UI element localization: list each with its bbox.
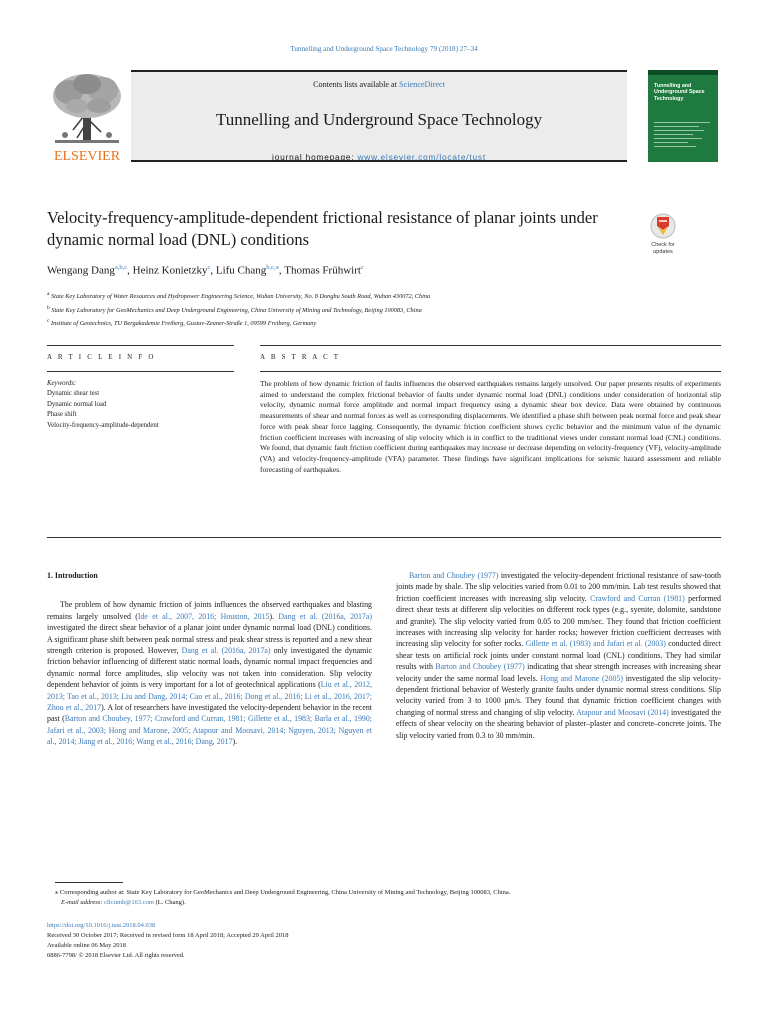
citation-link[interactable]: Barton and Choubey (1977) xyxy=(435,662,525,672)
publication-info xyxy=(47,921,447,961)
paragraph-text: ). xyxy=(269,611,279,621)
cover-text-lines xyxy=(654,122,710,150)
paragraph-text: indicating that shear strength increases with increasing shear velocity under the same normal load levels. xyxy=(396,662,721,683)
crossmark-label-1: Check for xyxy=(651,242,675,248)
affiliation-text: State Key Laboratory of Water Resources and Hydropower Engineering Science, Wuhan University, No. 8 Donghu South Road, Wuhan 430072, China xyxy=(51,293,431,301)
crossmark-icon xyxy=(646,211,680,259)
doi-link[interactable]: https://doi.org/10.1016/j.tust.2018.04.038 xyxy=(47,922,156,929)
keywords-block xyxy=(47,379,227,431)
elsevier-tree-icon xyxy=(47,70,127,162)
copyright: 0886-7798/ © 2018 Elsevier Ltd. All rights reserved. xyxy=(47,952,185,959)
affiliation-key: c xyxy=(47,318,50,325)
keyword: Phase shift xyxy=(47,411,77,419)
contents-prefix: Contents lists available at xyxy=(313,80,400,89)
intro-paragraph-1 xyxy=(47,599,372,747)
elsevier-logo[interactable] xyxy=(47,70,127,162)
paragraph-text: investigated the velocity-dependent frictional resistance of saw-tooth joints made by shale. The slip velocities varied from 0.01 to 200 mm/min. Lab test results showed that friction coefficient increases with increasing slip velocity. xyxy=(396,571,721,603)
citation-link[interactable]: Crawford and Curran (1981) xyxy=(590,593,685,603)
email-link[interactable]: clfcumb@163.com xyxy=(104,899,154,906)
citation-link[interactable]: Barton and Choubey (1977) xyxy=(409,571,499,580)
section-heading-introduction: 1. Introduction xyxy=(47,571,98,580)
journal-title: Tunnelling and Underground Space Technology xyxy=(215,110,543,129)
homepage-line xyxy=(131,152,627,162)
citation-link[interactable]: Dang et al. (2016a, 2017a) xyxy=(278,611,372,621)
author-name[interactable]: Wengang Dang xyxy=(47,264,115,277)
author-affiliation-marker[interactable]: c xyxy=(207,264,211,271)
abstract-rule-mid xyxy=(260,371,721,372)
paragraph-text: investigated the effects of shear velocity on the shearing behavior of plaster–plaster and concrete–concrete joints. The slip velocity varied from 0.3 to 30 mm/min. xyxy=(396,707,721,740)
citation-link[interactable]: Barton and Choubey, 1977; Crawford and Curran, 1981; Gillette et al., 1983; Barla et al., 1990; Jafari et al., 2003; Hong and Marone, 2005; Atapour and Moosavi, 2014; Nguyen, 2013; Nguyen et al., 2014; Jiang et al., 2016; Wang et al., 2016; Dang, 2017 xyxy=(47,714,372,747)
affiliation-text: Institute of Geotechnics, TU Bergakademie Freiberg, Gustav-Zeuner-Straße 1, 09599 Freiberg, Germany xyxy=(51,320,317,328)
contents-line xyxy=(131,80,627,89)
cover-title: Tunnelling and Underground Space Technology xyxy=(654,83,705,102)
sciencedirect-link[interactable]: ScienceDirect xyxy=(399,80,445,89)
author-name[interactable]: Thomas Frühwirt xyxy=(284,264,361,277)
elsevier-wordmark: ELSEVIER xyxy=(53,149,121,162)
keyword: Dynamic shear test xyxy=(47,390,100,398)
keyword: Dynamic normal load xyxy=(47,400,107,408)
citation-link[interactable]: Hong and Marone (2005) xyxy=(540,673,624,683)
paragraph-text: The problem of how dynamic friction of joints influences the observed earthquakes and blasting remains largely unsolved ( xyxy=(47,600,372,621)
intro-paragraph-2 xyxy=(396,570,721,741)
paragraph-text: investigated the direct shear behavior of a planar joint under dynamic normal load (DNL) conditions. A significant phase shift between peak normal stress and peak shear stress is reported and a new shear strength criterion is proposed. However, xyxy=(47,623,372,656)
affiliation xyxy=(47,303,687,317)
abstract-text: The problem of how dynamic friction of faults influences the observed earthquakes remains largely unsolved. Our paper presents results of experiments aimed to understand the complex frictional behavior of faults under dynamic normal load (DNL) conditions under consideration of horizontal slip velocity, dynamic normal force amplitude and normal impact frequency using a dynamic shear box device. Data were obtained by continuous measurements of shear and normal forces as well as corresponding displacements. We identified a phase shift between peak normal force and peak shear force with peak shear force lagging. Consequently, the dynamic friction coefficient shows cyclic behavior and the minimum value of the dynamic friction coefficient increases with increasing of slip velocity which is in conflict to the traditional views under constant normal load (CNL) conditions. We found, that dynamic fault friction coefficient during earthquakes may increase or decrease depending on velocity-frequency (VF), velocity-amplitude (VA) and velocity-frequency-amplitude (VFA) parameter. These findings have significant implications for seismic hazard assessment and reliable forecasting of earthquakes. xyxy=(260,379,721,474)
email-label: E-mail address: xyxy=(61,899,105,906)
keywords-label: Keywords: xyxy=(47,380,77,387)
footnote-rule xyxy=(55,882,123,883)
journal-citation-link[interactable]: Tunnelling and Underground Space Technology 79 (2018) 27–34 xyxy=(290,45,478,53)
affiliation xyxy=(47,289,687,303)
author-affiliation-marker[interactable]: a,b,c xyxy=(114,264,128,271)
citation-link[interactable]: Liu et al., 2012, 2013; Tao et al., 2013; Liu and Dang, 2014; Cao et al., 2016; Dong et al., 2016; Li et al., 2016, 2017; Zhou et al., 2017 xyxy=(47,680,373,713)
cover-top-bar xyxy=(648,70,718,75)
email-suffix: (L. Chang). xyxy=(153,899,186,906)
citation-link[interactable]: Atapour and Moosavi (2014) xyxy=(576,707,669,717)
author-name[interactable]: Lifu Chang xyxy=(215,264,267,277)
check-for-updates-badge[interactable] xyxy=(646,211,680,259)
author-affiliation-marker[interactable]: c xyxy=(360,264,364,271)
homepage-prefix: journal homepage: xyxy=(272,152,358,162)
masthead-banner xyxy=(131,70,627,162)
paragraph-text: investigated the slip velocity-dependent frictional behavior of Westerly granite faults under dynamic normal stress conditions. Slip velocity varied from 3 to 1000 μm/s. They found that dynamic friction coefficient changes with changing of normal stress and changing of slip velocity. xyxy=(396,673,722,717)
available-online: Available online 06 May 2018 xyxy=(47,942,126,949)
affiliation-key: b xyxy=(47,304,50,311)
author-affiliation-marker[interactable]: b,c,⁎ xyxy=(266,264,279,271)
citation-link[interactable]: Dang et al. (2016a, 2017a) xyxy=(181,646,271,656)
citation-link[interactable]: Ide et al., 2007, 2016; Houston, 2015 xyxy=(137,611,270,621)
body-column-right xyxy=(396,570,721,741)
citation-link[interactable]: Gillette et al. (1983) and Jafari et al. (2003) xyxy=(525,639,666,649)
abstract-rule-top xyxy=(260,345,721,346)
affiliation xyxy=(47,316,687,330)
paragraph-text: performed direct shear tests at different slip velocities on different rock types (e.g., syenite, dolomite, sandstone and granite). The slip velocity varied from 0.05 to 200 mm/sec. They found that friction coefficient increases with increasing slip velocity for harder rocks; however friction coefficient decreases with increasing slip velocity for softer rocks. xyxy=(396,593,721,649)
article-title: Velocity-frequency-amplitude-dependent frictional resistance of planar joints under dynamic normal load (DNL) conditions xyxy=(47,208,598,249)
article-info-heading: A R T I C L E I N F O xyxy=(47,353,156,361)
footnote xyxy=(55,888,735,908)
abstract-rule-bottom xyxy=(47,537,721,538)
affiliation-text: State Key Laboratory for GeoMechanics and Deep Underground Engineering, China University of Mining and Technology, Beijing 100083, China xyxy=(51,306,422,314)
paragraph-text: only investigated the dynamic friction behavior influencing of different static normal loads, dynamic normal impact frequencies and dynamic normal force amplitudes, slip velocity was not taken into consideration. Slip velocity dependent behavior of joints is very important for a lot of geotechnical applications ( xyxy=(47,646,372,690)
affiliation-key: a xyxy=(47,291,50,297)
crossmark-label-2: updates xyxy=(653,249,673,255)
body-column-left xyxy=(47,570,372,748)
abstract-heading: A B S T R A C T xyxy=(260,353,341,361)
author-list: Wengang Dang$^{a,b,c}$, Heinz Konietzky$^c$, Lifu Chang$^{b,c,⁎}$, Thomas Frühwirt$^c$ xyxy=(47,264,364,277)
email-line xyxy=(55,898,735,908)
author-name[interactable]: Heinz Konietzky xyxy=(132,264,208,277)
article-info-rule-mid xyxy=(47,371,234,372)
paragraph-text: conducted direct shear tests on artificial rock joints under constant normal load (CNL) conditions. They had similar results with xyxy=(396,639,721,672)
corresponding-author-note: ⁎ Corresponding author at: State Key Laboratory for GeoMechanics and Deep Underground Engineering, China University of Mining and Technology, Beijing 100083, China. xyxy=(55,889,511,896)
received-dates: Received 30 October 2017; Received in revised form 18 April 2018; Accepted 29 April 2018 xyxy=(47,932,289,939)
affiliation-list xyxy=(47,289,687,330)
paragraph-text: ). A lot of researchers have investigated the velocity-dependent behavior in the recent past ( xyxy=(47,703,372,724)
keyword: Velocity-frequency-amplitude-dependent xyxy=(47,421,159,429)
paragraph-text: ). xyxy=(232,737,238,747)
article-info-rule-top xyxy=(47,345,234,346)
journal-homepage-link[interactable]: www.elsevier.com/locate/tust xyxy=(357,152,486,162)
masthead xyxy=(47,70,627,162)
journal-cover-thumbnail[interactable] xyxy=(648,70,718,162)
